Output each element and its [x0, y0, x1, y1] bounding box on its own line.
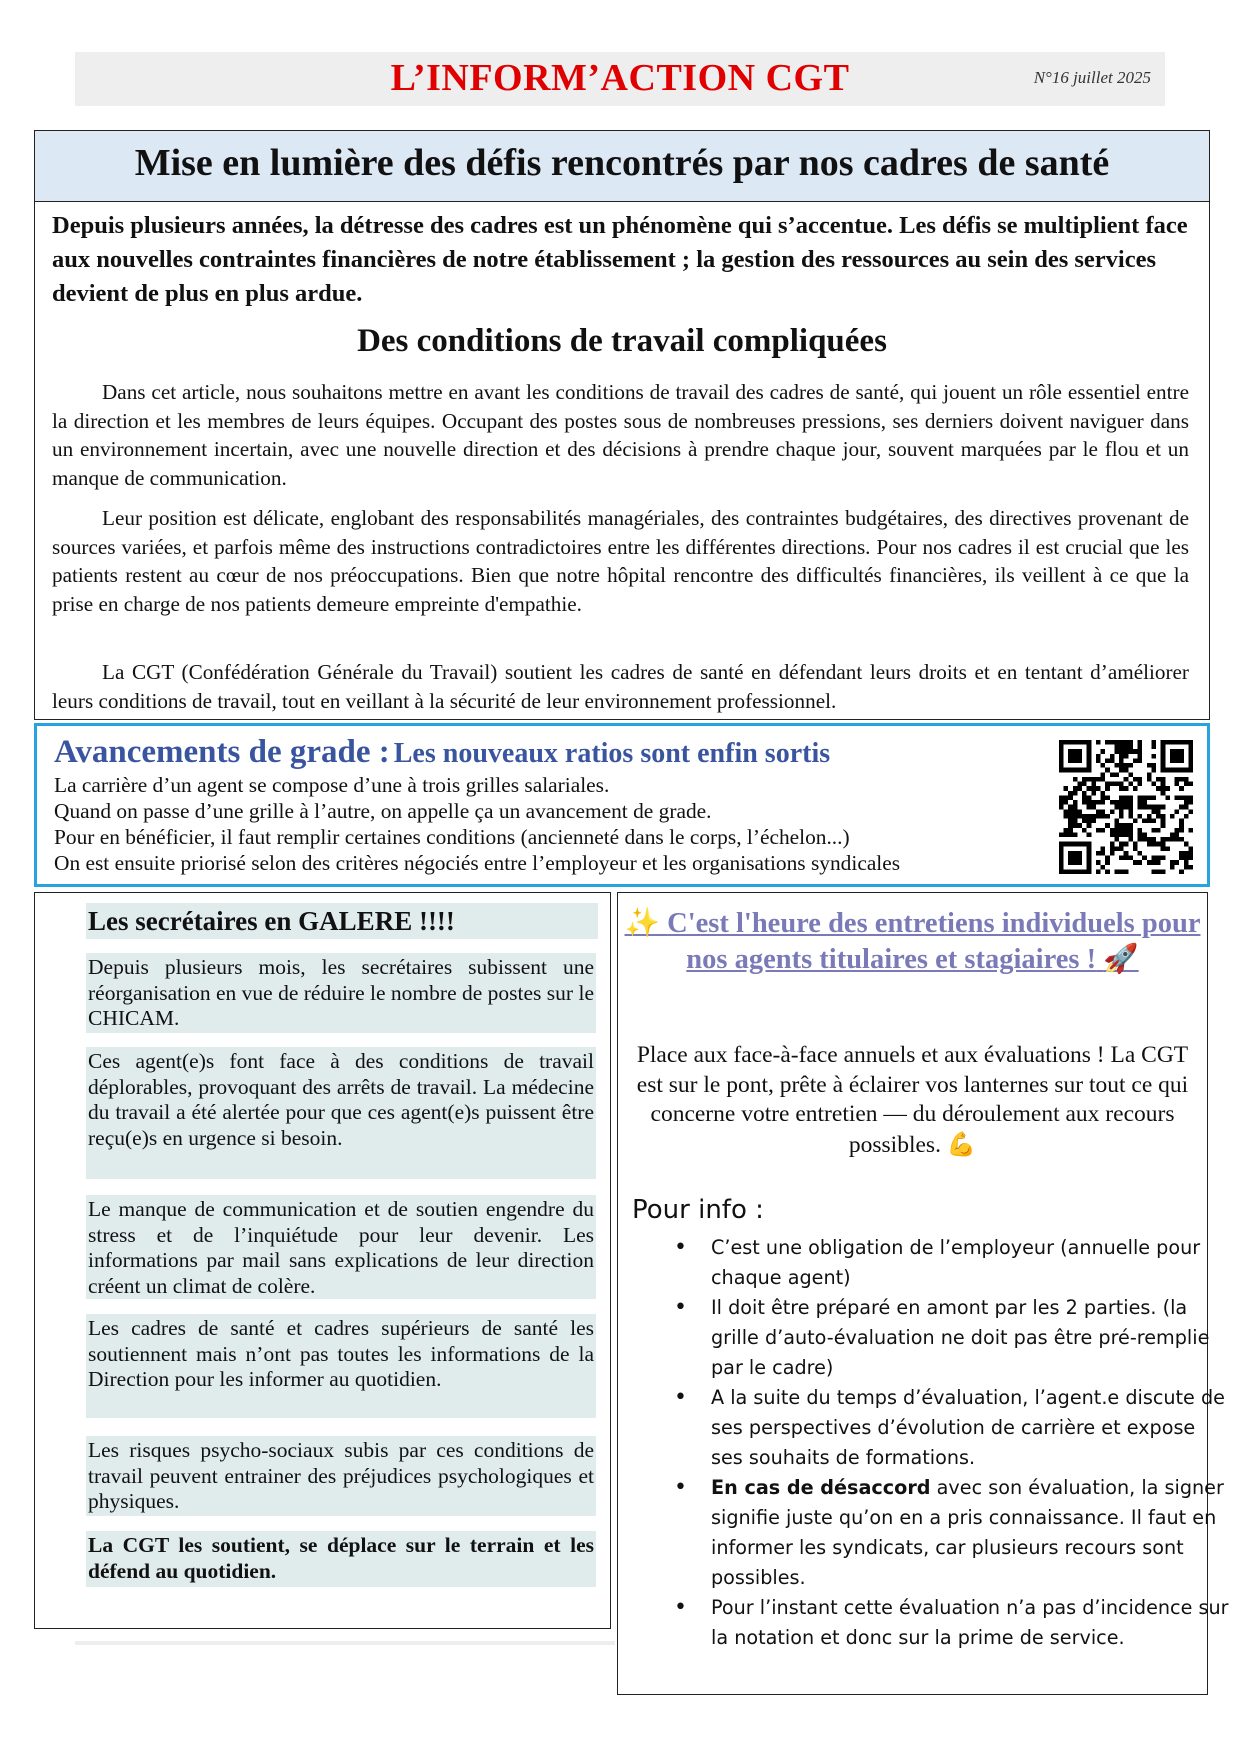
entretiens-body-text: Place aux face-à-face annuels et aux évaluations ! La CGT est sur le pont, prête à éclairer vos lanternes sur tout ce qui concerne votre entretien — du déroulement aux recours possibles.	[636, 1042, 1189, 1158]
issue-number: N°16 juillet 2025	[1033, 68, 1151, 87]
info-heading: Pour info :	[632, 1195, 764, 1225]
article-paragraph: Leur position est délicate, englobant des responsabilités managériales, des contraintes budgétaires, des directives provenant de sources variées, et parfois même des instructions contradictoires entre les différentes directions. Pour nos cadres il est crucial que les patients restent au cœur de nos préoccupations. Bien que notre hôpital rencontre des difficultés financières, ils veillent à ce que la prise en charge de nos patients demeure empreinte d'empathie.	[52, 506, 1189, 616]
secretaires-title: Les secrétaires en GALERE !!!!	[86, 903, 598, 939]
info-item: • A la suite du temps d’évaluation, l’agent.e discute de ses perspectives d’évolution de carrière et expose ses souhaits de formations.	[711, 1383, 1231, 1473]
grade-line: La carrière d’un agent se compose d’une à trois grilles salariales.	[54, 773, 610, 797]
grade-title-sub: Les nouveaux ratios sont enfin sortis	[393, 738, 831, 769]
article-title-band	[35, 131, 1209, 202]
secretaires-block: Les cadres de santé et cadres supérieurs de santé les soutiennent mais n’ont pas toutes les informations de la Direction pour les informer au quotidien.	[86, 1314, 596, 1418]
secretaires-block: Le manque de communication et de soutien engendre du stress et de l’inquiétude pour leur devenir. Les informations par mail sans explications de leur direction créent un climat de colère.	[88, 1197, 594, 1298]
secretaires-block: Ces agent(e)s font face à des conditions de travail déplorables, provoquant des arrêts de travail. La médecine du travail a été alertée pour que ces agent(e)s puissent être reçu(e)s en urgence si besoin.	[86, 1047, 596, 1179]
main-article	[34, 130, 1210, 720]
grade-title-main: Avancements de grade :	[54, 734, 390, 770]
info-item: • En cas de désaccord avec son évaluation, la signer signifie juste qu’on en a pris connaissance. Il faut en informer les syndicats, car plusieurs recours sont possibles.	[711, 1473, 1231, 1593]
info-item: • Pour l’instant cette évaluation n’a pas d’incidence sur la notation et donc sur la prime de service.	[711, 1593, 1231, 1653]
info-item: • C’est une obligation de l’employeur (annuelle pour chaque agent)	[711, 1233, 1231, 1293]
grade-box	[34, 723, 1210, 887]
entretiens-box	[617, 892, 1229, 1695]
rocket-icon: 🚀	[1103, 942, 1139, 975]
grade-title	[54, 734, 830, 771]
article-paragraph: La CGT (Confédération Générale du Travail) soutient les cadres de santé en défendant leurs droits et en tentant d’améliorer leurs conditions de travail, tout en veillant à la sécurité de leur environnement professionnel.	[52, 660, 1189, 713]
article-lead: Depuis plusieurs années, la détresse des cadres est un phénomène qui s’accentue. Les défis se multiplient face aux nouvelles contraintes financières de notre établissement ; la gestion des ressources au sein des services devient de plus en plus ardue.	[52, 212, 1188, 307]
sparkles-icon: ✨	[624, 906, 660, 939]
article-paragraph: Dans cet article, nous souhaitons mettre en avant les conditions de travail des cadres de santé, qui jouent un rôle essentiel entre la direction et les membres de leurs équipes. Occupant des postes sous de nombreuses pressions, ses derniers doivent naviguer dans un environnement incertain, avec une nouvelle direction et des décisions à prendre chaque jour, souvent marquées par le flou et un manque de communication.	[52, 380, 1189, 490]
qr-code-icon[interactable]	[1059, 740, 1193, 874]
grade-line: On est ensuite priorisé selon des critères négociés entre l’employeur et les organisations syndicales	[54, 851, 901, 875]
secretaires-block: Depuis plusieurs mois, les secrétaires subissent une réorganisation en vue de réduire le nombre de postes sur le CHICAM.	[86, 953, 596, 1033]
divider	[75, 1641, 615, 1645]
header-band	[75, 52, 1165, 106]
secretaires-conclusion: La CGT les soutient, se déplace sur le terrain et les défend au quotidien.	[86, 1531, 596, 1587]
article-subheading: Des conditions de travail compliquées	[357, 323, 887, 359]
info-list	[648, 1233, 1231, 1653]
masthead-title: L’INFORM’ACTION CGT	[390, 57, 850, 99]
flexed-biceps-icon: 💪	[946, 1129, 977, 1158]
entretiens-body	[632, 1041, 1193, 1160]
article-title: Mise en lumière des défis rencontrés par nos cadres de santé	[134, 142, 1110, 184]
entretiens-title-text: C'est l'heure des entretiens individuels pour nos agents titulaires et stagiaires !	[667, 908, 1201, 975]
info-item: • Il doit être préparé en amont par les 2 parties. (la grille d’auto-évaluation ne doit pas être pré-remplie par le cadre)	[711, 1293, 1231, 1383]
secretaires-block: Les risques psycho-sociaux subis par ces conditions de travail peuvent entrainer des préjudices psychologiques et physiques.	[86, 1436, 596, 1516]
grade-line: Quand on passe d’une grille à l’autre, on appelle ça un avancement de grade.	[54, 799, 712, 823]
grade-line: Pour en bénéficier, il faut remplir certaines conditions (ancienneté dans le corps, l’échelon...)	[54, 825, 850, 849]
secretaires-box	[34, 892, 611, 1629]
entretiens-title[interactable]	[624, 905, 1201, 977]
